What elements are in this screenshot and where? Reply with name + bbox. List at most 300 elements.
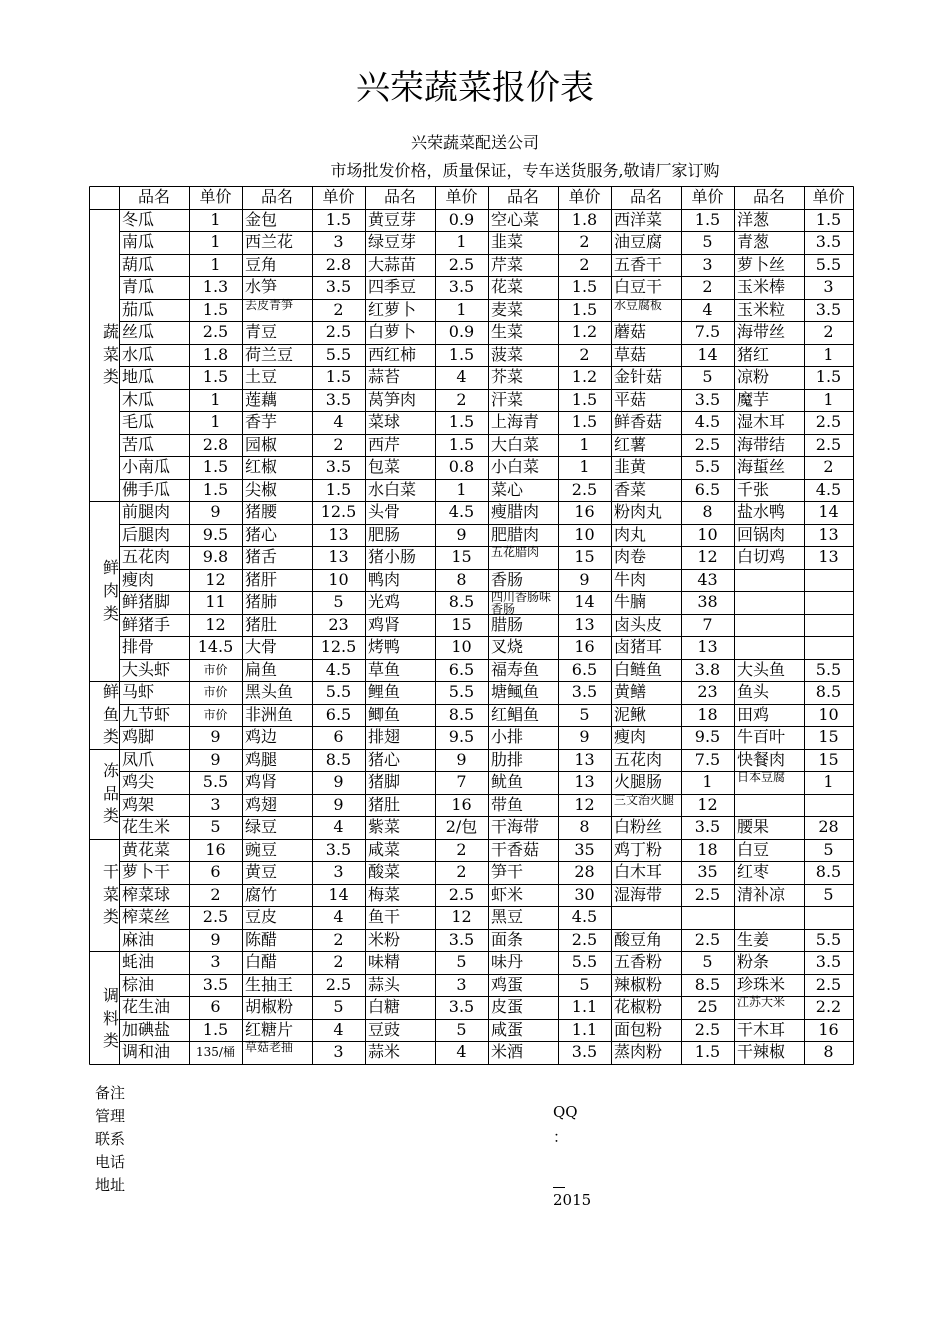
column-header: 品名 xyxy=(629,187,662,206)
item-name: 带鱼 xyxy=(491,794,524,814)
item-name: 生抽王 xyxy=(245,974,294,994)
item-name: 洋葱 xyxy=(737,209,770,229)
item-price: 2.5 xyxy=(694,1019,721,1039)
item-price: 3 xyxy=(333,1042,344,1062)
column-header: 单价 xyxy=(691,187,724,206)
item-name: 绿豆芽 xyxy=(368,232,417,252)
footer-underline xyxy=(553,1175,565,1188)
item-name: 菜心 xyxy=(491,479,524,499)
item-price: 15 xyxy=(818,727,839,747)
item-name: 园椒 xyxy=(245,434,278,454)
item-price: 8.5 xyxy=(815,862,842,882)
item-name: 湿海带 xyxy=(614,884,663,904)
item-name xyxy=(611,906,681,929)
item-name: 西红柿 xyxy=(368,344,417,364)
item-price: 10 xyxy=(697,524,718,544)
item-price: 3.5 xyxy=(448,277,475,297)
item-price: 13 xyxy=(818,524,839,544)
item-name: 鸡尖 xyxy=(122,772,155,792)
item-name: 咸蛋 xyxy=(491,1019,524,1039)
item-name: 蚝油 xyxy=(122,952,155,972)
item-name: 冬瓜 xyxy=(122,209,155,229)
item-price: 8 xyxy=(823,1042,834,1062)
item-name: 西兰花 xyxy=(245,232,294,252)
item-name: 地瓜 xyxy=(122,367,155,387)
item-name: 味丹 xyxy=(491,952,524,972)
item-price: 2.5 xyxy=(694,929,721,949)
item-price: 1.5 xyxy=(325,367,352,387)
item-name: 猪舌 xyxy=(245,547,278,567)
item-price: 5 xyxy=(702,952,713,972)
slogan-text: 市场批发价格，质量保证，专车送货服务,敬请厂家订购 xyxy=(330,161,720,180)
item-name: 鱼头 xyxy=(737,682,770,702)
item-price: 13 xyxy=(574,614,595,634)
item-price: 4.5 xyxy=(325,659,352,679)
item-name: 肋排 xyxy=(491,749,524,769)
item-name: 水豆腐板 xyxy=(614,297,663,312)
item-price: 3 xyxy=(210,952,221,972)
item-name: 鲜香菇 xyxy=(614,412,663,432)
item-price: 10 xyxy=(451,637,472,657)
item-name: 猪肝 xyxy=(245,569,278,589)
item-name: 福寿鱼 xyxy=(491,659,540,679)
item-price: 3.5 xyxy=(325,457,352,477)
item-name: 猪心 xyxy=(245,524,278,544)
item-price: 1.5 xyxy=(694,1042,721,1062)
item-name: 棕油 xyxy=(122,974,155,994)
item-name: 粉条 xyxy=(737,952,770,972)
item-price: 4 xyxy=(456,367,467,387)
item-name: 牛腩 xyxy=(614,592,647,612)
item-price: 9.5 xyxy=(694,727,721,747)
item-price: 2 xyxy=(579,232,590,252)
item-price: 4.5 xyxy=(448,502,475,522)
item-name: 牛百叶 xyxy=(737,727,786,747)
item-name: 蒸肉粉 xyxy=(614,1042,663,1062)
item-price: 9 xyxy=(456,749,467,769)
item-name: 鲜猪脚 xyxy=(122,592,171,612)
item-name: 瘦肉 xyxy=(614,727,647,747)
item-name: 豆皮 xyxy=(245,907,278,927)
item-price: 14 xyxy=(574,592,595,612)
item-price: 13 xyxy=(574,772,595,792)
item-price: 8 xyxy=(702,502,713,522)
item-price: 6.5 xyxy=(571,659,598,679)
category-label: 鲜 肉 类 xyxy=(103,558,120,623)
item-name: 笋干 xyxy=(491,862,524,882)
item-name: 生姜 xyxy=(737,929,770,949)
item-name: 加碘盐 xyxy=(122,1019,171,1039)
item-name xyxy=(734,569,804,592)
item-name: 草菇老抽 xyxy=(245,1040,294,1055)
item-name: 小南瓜 xyxy=(122,457,171,477)
item-price: 8 xyxy=(456,569,467,589)
item-name: 粉肉丸 xyxy=(614,502,663,522)
item-price: 18 xyxy=(697,839,718,859)
item-price: 5 xyxy=(210,817,221,837)
item-price: 135/桶 xyxy=(196,1045,235,1060)
item-name: 肥腊肉 xyxy=(491,524,540,544)
item-price: 1.5 xyxy=(571,389,598,409)
item-price: 5 xyxy=(456,1019,467,1039)
item-price: 1.5 xyxy=(448,434,475,454)
item-price: 0.9 xyxy=(448,209,475,229)
item-name: 荷兰豆 xyxy=(245,344,294,364)
item-price: 2 xyxy=(456,389,467,409)
item-price: 3.5 xyxy=(815,232,842,252)
item-price: 3.5 xyxy=(448,997,475,1017)
item-name: 汗菜 xyxy=(491,389,524,409)
column-header: 单价 xyxy=(199,187,232,206)
item-price: 18 xyxy=(697,704,718,724)
price-table xyxy=(89,186,853,1064)
item-name: 红椒 xyxy=(245,457,278,477)
item-name: 鸡肾 xyxy=(368,614,401,634)
item-price: 1 xyxy=(702,772,713,792)
item-price: 市价 xyxy=(203,662,228,677)
item-price: 2.5 xyxy=(202,907,229,927)
item-name: 鱿鱼 xyxy=(491,772,524,792)
item-name: 鲤鱼 xyxy=(368,682,401,702)
item-name: 九节虾 xyxy=(122,704,171,724)
item-price: 1.5 xyxy=(202,479,229,499)
item-price xyxy=(804,591,853,614)
column-header: 单价 xyxy=(322,187,355,206)
item-price: 2.5 xyxy=(694,884,721,904)
item-name: 红薯 xyxy=(614,434,647,454)
item-name: 干木耳 xyxy=(737,1019,786,1039)
item-name: 猪红 xyxy=(737,344,770,364)
item-name: 白粉丝 xyxy=(614,817,663,837)
item-name: 毛瓜 xyxy=(122,412,155,432)
item-name: 黑豆 xyxy=(491,907,524,927)
item-price: 30 xyxy=(574,884,595,904)
item-name: 马虾 xyxy=(122,682,155,702)
item-name xyxy=(734,906,804,929)
item-name: 快餐肉 xyxy=(737,749,786,769)
item-name: 莲藕 xyxy=(245,389,278,409)
item-price xyxy=(804,906,853,929)
item-name: 皮蛋 xyxy=(491,997,524,1017)
item-price: 13 xyxy=(328,524,349,544)
item-price: 1.5 xyxy=(325,209,352,229)
item-price: 5 xyxy=(702,367,713,387)
item-price: 1 xyxy=(823,389,834,409)
item-price: 13 xyxy=(328,547,349,567)
item-price: 3.5 xyxy=(325,839,352,859)
item-name: 卤头皮 xyxy=(614,614,663,634)
item-name: 海带丝 xyxy=(737,322,786,342)
item-price: 1.5 xyxy=(202,1019,229,1039)
item-name: 西洋菜 xyxy=(614,209,663,229)
item-price: 1.3 xyxy=(202,277,229,297)
item-price: 12 xyxy=(697,794,718,814)
item-price: 14 xyxy=(697,344,718,364)
item-name: 芹菜 xyxy=(491,254,524,274)
item-price: 9 xyxy=(210,749,221,769)
item-name: 上海青 xyxy=(491,412,540,432)
item-price: 3.8 xyxy=(694,659,721,679)
item-name xyxy=(734,794,804,817)
item-name: 芥菜 xyxy=(491,367,524,387)
item-name: 日本豆腐 xyxy=(737,770,786,785)
item-name: 梅菜 xyxy=(368,884,401,904)
item-price: 2.5 xyxy=(448,254,475,274)
item-name: 香芋 xyxy=(245,412,278,432)
column-header: 品名 xyxy=(506,187,539,206)
item-name: 千张 xyxy=(737,479,770,499)
item-name: 三文治火腿 xyxy=(614,792,675,807)
item-name: 黄豆 xyxy=(245,862,278,882)
item-price: 5.5 xyxy=(325,344,352,364)
qq-colon: ： xyxy=(553,1128,569,1146)
item-price: 14.5 xyxy=(197,637,234,657)
category-label: 冻 品 类 xyxy=(103,760,120,826)
item-price: 13 xyxy=(697,637,718,657)
item-price: 2 xyxy=(333,299,344,319)
item-name: 鸡肾 xyxy=(245,772,278,792)
item-price: 5 xyxy=(579,704,590,724)
item-price: 5 xyxy=(579,974,590,994)
item-name: 鲜猪手 xyxy=(122,614,171,634)
item-price: 10 xyxy=(328,569,349,589)
item-name: 榨菜丝 xyxy=(122,907,171,927)
item-price: 1 xyxy=(456,479,467,499)
category-label: 蔬 菜 类 xyxy=(103,321,120,387)
item-price: 2.5 xyxy=(815,974,842,994)
item-name: 鸡边 xyxy=(245,727,278,747)
item-price: 5 xyxy=(333,592,344,612)
footer-contact xyxy=(553,1100,591,1213)
item-price: 23 xyxy=(697,682,718,702)
item-name: 瘦腊肉 xyxy=(491,502,540,522)
footer-year: 2015 xyxy=(553,1191,592,1209)
item-name: 五花肉 xyxy=(122,547,171,567)
item-price: 3.5 xyxy=(571,1042,598,1062)
item-price: 16 xyxy=(205,839,226,859)
item-name: 花生米 xyxy=(122,817,171,837)
item-name: 水白菜 xyxy=(368,479,417,499)
item-name: 香肠 xyxy=(491,569,524,589)
item-name: 南瓜 xyxy=(122,232,155,252)
item-price: 11 xyxy=(205,592,226,612)
item-price: 5 xyxy=(823,884,834,904)
item-price: 3 xyxy=(210,794,221,814)
item-price: 8.5 xyxy=(694,974,721,994)
item-price: 1.5 xyxy=(448,344,475,364)
item-price: 9 xyxy=(579,727,590,747)
item-name: 烤鸭 xyxy=(368,637,401,657)
item-price: 3.5 xyxy=(202,974,229,994)
item-name: 江苏大米 xyxy=(737,995,786,1010)
item-name: 猪腰 xyxy=(245,502,278,522)
item-name: 面包粉 xyxy=(614,1019,663,1039)
item-price: 4 xyxy=(456,1042,467,1062)
item-price: 12 xyxy=(697,547,718,567)
item-name: 肉卷 xyxy=(614,547,647,567)
item-name: 去皮青笋 xyxy=(245,297,294,312)
item-price: 4 xyxy=(702,299,713,319)
item-price: 3.5 xyxy=(694,389,721,409)
item-price: 1 xyxy=(210,254,221,274)
item-price: 2 xyxy=(823,322,834,342)
item-price: 12 xyxy=(205,614,226,634)
item-price: 0.9 xyxy=(448,322,475,342)
item-name: 韭菜 xyxy=(491,232,524,252)
item-price: 4.5 xyxy=(694,412,721,432)
item-name: 干香菇 xyxy=(491,839,540,859)
item-name: 鲫鱼 xyxy=(368,704,401,724)
item-price: 7 xyxy=(456,772,467,792)
item-price: 2 xyxy=(333,952,344,972)
item-name: 卤猪耳 xyxy=(614,637,663,657)
item-name: 咸菜 xyxy=(368,839,401,859)
category-label: 调 料 类 xyxy=(103,986,120,1051)
item-price: 3 xyxy=(823,277,834,297)
item-price: 5.5 xyxy=(325,682,352,702)
item-price: 6 xyxy=(333,727,344,747)
item-name: 白豆干 xyxy=(614,277,663,297)
item-name: 菠菜 xyxy=(491,344,524,364)
item-price: 3.5 xyxy=(325,389,352,409)
item-name: 豌豆 xyxy=(245,839,278,859)
item-price: 3.5 xyxy=(815,952,842,972)
item-name: 泥鳅 xyxy=(614,704,647,724)
item-name: 鸡翅 xyxy=(245,794,278,814)
item-name: 绿豆 xyxy=(245,817,278,837)
item-price: 1 xyxy=(823,772,834,792)
item-price: 3.5 xyxy=(694,817,721,837)
item-name: 青豆 xyxy=(245,322,278,342)
item-name: 紫菜 xyxy=(368,817,401,837)
item-price: 2.5 xyxy=(571,479,598,499)
item-price: 5 xyxy=(702,232,713,252)
item-name: 四季豆 xyxy=(368,277,417,297)
item-price: 3 xyxy=(333,232,344,252)
item-name: 猪肺 xyxy=(245,592,278,612)
item-name: 五花腊肉 xyxy=(491,545,540,560)
item-name: 花菜 xyxy=(491,277,524,297)
item-name: 草菇 xyxy=(614,344,647,364)
item-name: 猪肚 xyxy=(368,794,401,814)
item-price: 1.5 xyxy=(571,277,598,297)
item-price: 1 xyxy=(456,232,467,252)
item-price: 9 xyxy=(210,727,221,747)
item-price: 12.5 xyxy=(320,502,357,522)
item-price: 8.5 xyxy=(815,682,842,702)
item-name: 水笋 xyxy=(245,277,278,297)
item-price: 6 xyxy=(210,862,221,882)
item-name: 味精 xyxy=(368,952,401,972)
item-name: 火腿肠 xyxy=(614,772,663,792)
item-name: 莴笋肉 xyxy=(368,389,417,409)
item-name: 干辣椒 xyxy=(737,1042,786,1062)
item-price: 1.2 xyxy=(571,322,598,342)
item-name: 五香干 xyxy=(614,254,663,274)
item-name xyxy=(734,614,804,637)
item-name: 白萝卜 xyxy=(368,322,417,342)
footer-line: 电话 xyxy=(95,1153,126,1171)
column-header: 品名 xyxy=(260,187,293,206)
item-name: 珍珠米 xyxy=(737,974,786,994)
footer-line: 管理 xyxy=(95,1107,126,1125)
item-name: 湿木耳 xyxy=(737,412,786,432)
item-price: 2 xyxy=(456,839,467,859)
item-name: 干海带 xyxy=(491,817,540,837)
item-price: 2.5 xyxy=(202,322,229,342)
item-price: 2 xyxy=(333,929,344,949)
item-name: 海蜇丝 xyxy=(737,457,786,477)
item-price: 3.5 xyxy=(815,299,842,319)
item-price: 1.5 xyxy=(571,299,598,319)
item-name: 空心菜 xyxy=(491,209,540,229)
item-name: 蒜头 xyxy=(368,974,401,994)
item-price: 5.5 xyxy=(815,659,842,679)
item-name: 佛手瓜 xyxy=(122,479,171,499)
item-price: 12 xyxy=(451,907,472,927)
item-price: 16 xyxy=(818,1019,839,1039)
item-price: 1.2 xyxy=(571,367,598,387)
item-name: 白糖 xyxy=(368,997,401,1017)
item-price: 2.5 xyxy=(815,434,842,454)
item-name: 韭黄 xyxy=(614,457,647,477)
item-name: 猪肚 xyxy=(245,614,278,634)
item-price: 9 xyxy=(579,569,590,589)
item-name: 黄花菜 xyxy=(122,839,171,859)
column-header: 品名 xyxy=(137,187,170,206)
item-name: 鸡丁粉 xyxy=(614,839,663,859)
item-name: 玉米棒 xyxy=(737,277,786,297)
slogan xyxy=(0,160,950,182)
item-name: 白豆 xyxy=(737,839,770,859)
item-price: 4 xyxy=(333,412,344,432)
category-label: 鲜 鱼 类 xyxy=(103,682,120,747)
item-name: 陈醋 xyxy=(245,929,278,949)
item-name: 米粉 xyxy=(368,929,401,949)
item-price: 2.5 xyxy=(325,974,352,994)
item-price: 1.5 xyxy=(448,412,475,432)
item-name: 腊肠 xyxy=(491,614,524,634)
item-name: 萝卜干 xyxy=(122,862,171,882)
item-price: 2 xyxy=(210,884,221,904)
item-price: 2 xyxy=(579,254,590,274)
item-name: 光鸡 xyxy=(368,592,401,612)
item-price: 6.5 xyxy=(694,479,721,499)
item-price: 4 xyxy=(333,817,344,837)
item-price: 9.5 xyxy=(202,524,229,544)
item-price: 15 xyxy=(818,749,839,769)
item-name: 排骨 xyxy=(122,637,155,657)
item-price: 1.5 xyxy=(202,457,229,477)
item-price: 5.5 xyxy=(694,457,721,477)
item-name: 前腿肉 xyxy=(122,502,171,522)
item-name: 腰果 xyxy=(737,817,770,837)
item-price: 1 xyxy=(579,434,590,454)
item-name: 大蒜苗 xyxy=(368,254,417,274)
item-price: 15 xyxy=(451,614,472,634)
item-name: 后腿肉 xyxy=(122,524,171,544)
column-header: 品名 xyxy=(383,187,416,206)
item-price: 7.5 xyxy=(694,322,721,342)
category-label: 干 菜 类 xyxy=(103,862,120,927)
item-name: 玉米粒 xyxy=(737,299,786,319)
item-name: 辣椒粉 xyxy=(614,974,663,994)
item-name: 瘦肉 xyxy=(122,569,155,589)
item-name: 腐竹 xyxy=(245,884,278,904)
item-price: 7.5 xyxy=(694,749,721,769)
item-name: 萝卜丝 xyxy=(737,254,786,274)
item-name: 木瓜 xyxy=(122,389,155,409)
